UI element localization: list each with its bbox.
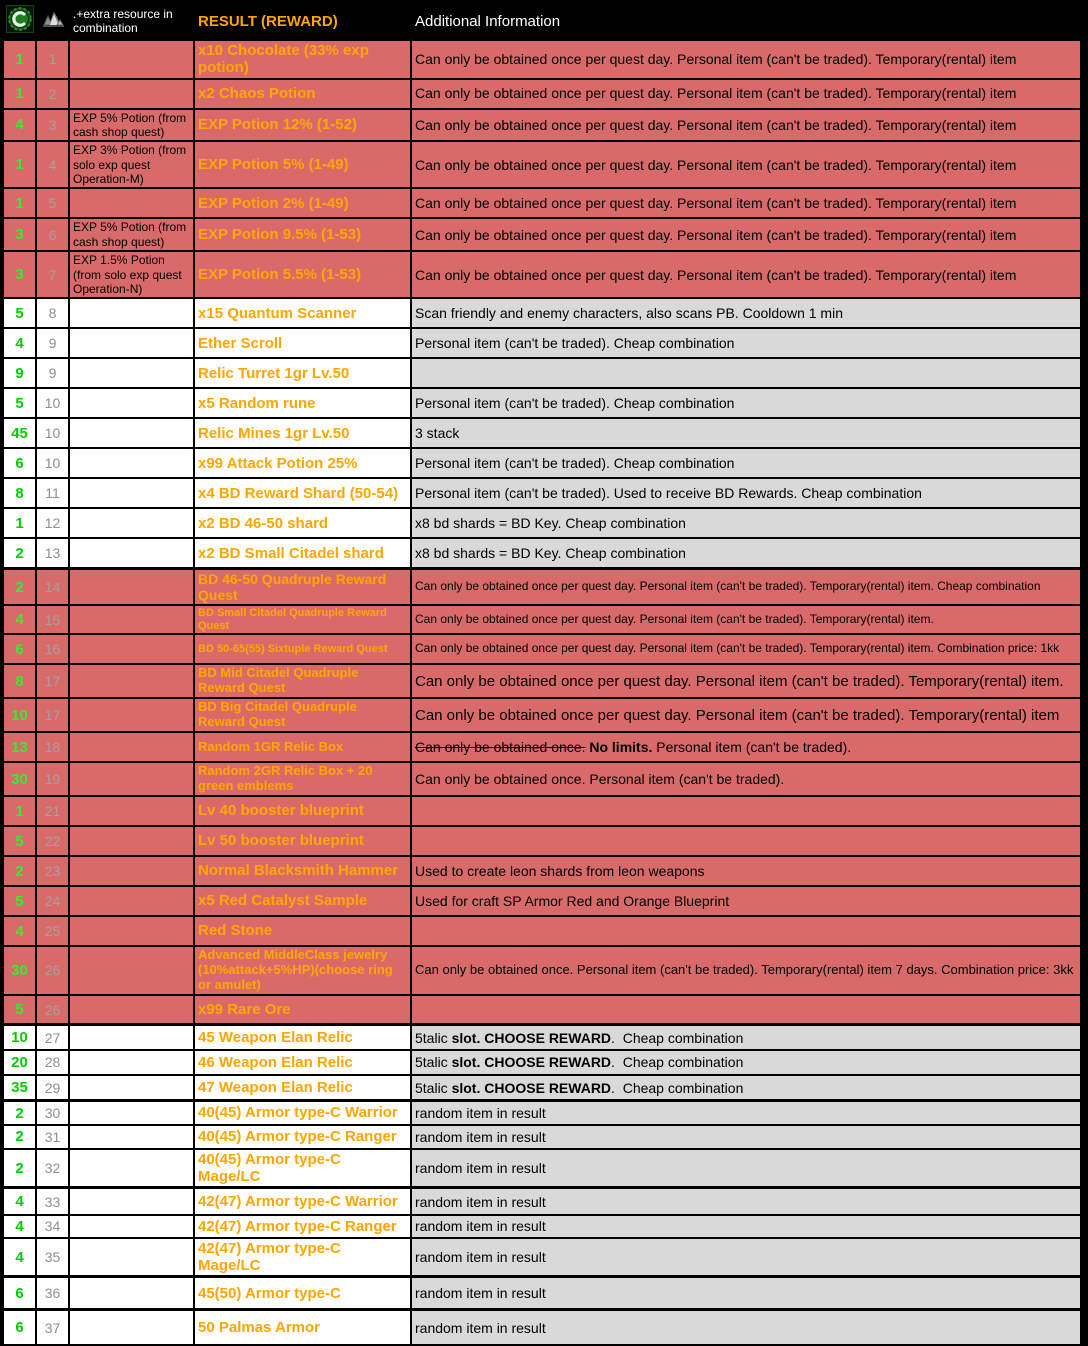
info-cell: Used for craft SP Armor Red and Orange Blueprint [411,886,1081,916]
table-row [3,251,1081,298]
extra-resource-cell [69,538,194,568]
result-header: RESULT (REWARD) [194,3,411,40]
index-cell: 36 [36,1277,69,1310]
table-row [3,796,1081,826]
table-row [3,388,1081,418]
extra-resource-cell [69,508,194,538]
extra-resource-cell [69,1149,194,1188]
count-cell: 1 [3,40,36,79]
table-row [3,634,1081,664]
table-row [3,1310,1081,1345]
table-row [3,1101,1081,1125]
count-cell: 5 [3,995,36,1025]
extra-resource-cell [69,478,194,508]
info-cell: Can only be obtained once per quest day. Personal item (can't be traded). Temporary(rental) item [411,109,1081,142]
result-cell: Lv 40 booster blueprint [194,796,411,826]
index-cell: 23 [36,856,69,886]
result-cell: x10 Chocolate (33% exp potion) [194,40,411,79]
table-row [3,1238,1081,1277]
index-cell: 33 [36,1188,69,1215]
info-cell: random item in result [411,1215,1081,1238]
count-cell: 13 [3,732,36,762]
index-cell: 14 [36,568,69,605]
count-cell: 2 [3,1125,36,1149]
info-cell: Can only be obtained once per quest day. Personal item (can't be traded). Temporary(rental) item. Combination price: 1kk [411,634,1081,664]
info-cell: Can only be obtained once. Personal item (can't be traded). [411,762,1081,796]
count-cell: 1 [3,188,36,218]
index-cell: 5 [36,188,69,218]
result-cell: Red Stone [194,916,411,946]
extra-resource-cell: EXP 1.5% Potion (from solo exp quest Operation-N) [69,251,194,298]
info-cell: Can only be obtained once per quest day. Personal item (can't be traded). Temporary(rental) item. [411,605,1081,634]
index-cell: 9 [36,328,69,358]
info-cell: Can only be obtained once per quest day. Personal item (can't be traded). Temporary(rental) item [411,218,1081,251]
table-row [3,1050,1081,1075]
result-cell: 40(45) Armor type-C Warrior [194,1101,411,1125]
combination-emblem-icon [3,3,36,40]
index-cell: 3 [36,109,69,142]
result-cell: x5 Random rune [194,388,411,418]
count-cell: 4 [3,1215,36,1238]
index-cell: 10 [36,448,69,478]
extra-resource-cell [69,1025,194,1050]
info-cell: random item in result [411,1125,1081,1149]
info-cell: Can only be obtained once per quest day. Personal item (can't be traded). Temporary(rental) item [411,251,1081,298]
count-cell: 4 [3,605,36,634]
extra-resource-cell [69,328,194,358]
result-cell: Relic Mines 1gr Lv.50 [194,418,411,448]
count-cell: 5 [3,388,36,418]
index-cell: 18 [36,732,69,762]
result-cell: EXP Potion 9.5% (1-53) [194,218,411,251]
index-cell: 34 [36,1215,69,1238]
info-cell: random item in result [411,1149,1081,1188]
info-cell: random item in result [411,1310,1081,1345]
extra-resource-cell [69,856,194,886]
count-cell: 30 [3,946,36,995]
index-cell: 35 [36,1238,69,1277]
extra-resource-cell [69,388,194,418]
extra-resource-cell [69,358,194,388]
info-cell: Can only be obtained once per quest day. Personal item (can't be traded). Temporary(rental) item [411,79,1081,109]
info-cell: Can only be obtained once per quest day. Personal item (can't be traded). Temporary(rental) item [411,40,1081,79]
count-cell: 4 [3,916,36,946]
result-cell: x99 Rare Ore [194,995,411,1025]
index-cell: 1 [36,40,69,79]
table-row [3,886,1081,916]
result-cell: Lv 50 booster blueprint [194,826,411,856]
table-row [3,946,1081,995]
table-row [3,1075,1081,1101]
count-cell: 1 [3,79,36,109]
count-cell: 1 [3,508,36,538]
result-cell: BD 46-50 Quadruple Reward Quest [194,568,411,605]
extra-resource-cell [69,664,194,698]
result-cell: BD Small Citadel Quadruple Reward Quest [194,605,411,634]
extra-resource-cell: EXP 3% Potion (from solo exp quest Operation-M) [69,141,194,188]
index-cell: 28 [36,1050,69,1075]
result-cell: 50 Palmas Armor [194,1310,411,1345]
extra-resource-cell [69,732,194,762]
table-row [3,605,1081,634]
table-row [3,418,1081,448]
index-cell: 19 [36,762,69,796]
count-cell: 4 [3,328,36,358]
table-row [3,762,1081,796]
index-cell: 30 [36,1101,69,1125]
count-cell: 5 [3,298,36,328]
index-cell: 11 [36,478,69,508]
index-cell: 17 [36,698,69,732]
result-cell: 42(47) Armor type-C Warrior [194,1188,411,1215]
info-cell: random item in result [411,1188,1081,1215]
result-cell: 45(50) Armor type-C [194,1277,411,1310]
extra-resource-cell [69,605,194,634]
count-cell: 3 [3,251,36,298]
count-cell: 6 [3,448,36,478]
extra-resource-cell: EXP 5% Potion (from cash shop quest) [69,109,194,142]
index-cell: 37 [36,1310,69,1345]
index-cell: 10 [36,388,69,418]
extra-resource-cell [69,762,194,796]
result-cell: 46 Weapon Elan Relic [194,1050,411,1075]
index-cell: 17 [36,664,69,698]
extra-resource-header: .+extra resource in combination [69,3,194,40]
extra-resource-cell [69,1215,194,1238]
count-cell: 9 [3,358,36,388]
table-row [3,698,1081,732]
extra-resource-cell [69,418,194,448]
result-cell: 42(47) Armor type-C Ranger [194,1215,411,1238]
count-cell: 10 [3,1025,36,1050]
result-cell: Normal Blacksmith Hammer [194,856,411,886]
extra-resource-cell [69,1238,194,1277]
count-cell: 35 [3,1075,36,1101]
info-cell [411,358,1081,388]
info-cell [411,796,1081,826]
index-cell: 32 [36,1149,69,1188]
count-cell: 6 [3,634,36,664]
table-row [3,508,1081,538]
extra-resource-cell [69,796,194,826]
extra-resource-cell [69,1101,194,1125]
count-cell: 8 [3,664,36,698]
index-cell: 29 [36,1075,69,1101]
info-cell: random item in result [411,1238,1081,1277]
extra-resource-cell [69,448,194,478]
index-cell: 8 [36,298,69,328]
result-cell: 40(45) Armor type-C Mage/LC [194,1149,411,1188]
info-cell: Can only be obtained once per quest day. Personal item (can't be traded). Temporary(rental) item [411,188,1081,218]
result-cell: Relic Turret 1gr Lv.50 [194,358,411,388]
count-cell: 5 [3,886,36,916]
additional-info-header: Additional Information [411,3,1081,40]
index-cell: 15 [36,605,69,634]
index-cell: 25 [36,916,69,946]
info-cell [411,916,1081,946]
index-cell: 10 [36,418,69,448]
table-row [3,1277,1081,1310]
info-cell: Personal item (can't be traded). Cheap combination [411,448,1081,478]
result-cell: x5 Red Catalyst Sample [194,886,411,916]
info-cell: Can only be obtained once per quest day. Personal item (can't be traded). Temporary(rental) item [411,698,1081,732]
table-row [3,1215,1081,1238]
count-cell: 10 [3,698,36,732]
result-cell: 40(45) Armor type-C Ranger [194,1125,411,1149]
table-row [3,916,1081,946]
table-row [3,40,1081,79]
result-cell: x15 Quantum Scanner [194,298,411,328]
result-cell: 42(47) Armor type-C Mage/LC [194,1238,411,1277]
resource-gem-icon [36,3,69,40]
count-cell: 1 [3,141,36,188]
table-row [3,1188,1081,1215]
info-cell: random item in result [411,1101,1081,1125]
table-row [3,732,1081,762]
count-cell: 2 [3,568,36,605]
info-cell: Can only be obtained once per quest day. Personal item (can't be traded). Temporary(rental) item. [411,664,1081,698]
index-cell: 2 [36,79,69,109]
count-cell: 2 [3,538,36,568]
extra-resource-cell [69,79,194,109]
table-row [3,538,1081,568]
index-cell: 12 [36,508,69,538]
index-cell: 6 [36,218,69,251]
info-cell: Personal item (can't be traded). Used to receive BD Rewards. Cheap combination [411,478,1081,508]
header-row [3,3,1081,40]
index-cell: 21 [36,796,69,826]
extra-resource-cell [69,1075,194,1101]
index-cell: 22 [36,826,69,856]
table-row [3,1149,1081,1188]
info-cell: 3 stack [411,418,1081,448]
extra-resource-cell [69,298,194,328]
extra-resource-cell [69,568,194,605]
table-row [3,995,1081,1025]
extra-resource-cell [69,634,194,664]
index-cell: 13 [36,538,69,568]
table-row [3,141,1081,188]
result-cell: 47 Weapon Elan Relic [194,1075,411,1101]
count-cell: 4 [3,1238,36,1277]
count-cell: 1 [3,796,36,826]
index-cell: 26 [36,995,69,1025]
index-cell: 4 [36,141,69,188]
table-row [3,826,1081,856]
info-cell: random item in result [411,1277,1081,1310]
index-cell: 24 [36,886,69,916]
info-cell: Scan friendly and enemy characters, also scans PB. Cooldown 1 min [411,298,1081,328]
extra-resource-cell [69,995,194,1025]
table-row [3,1125,1081,1149]
index-cell: 26 [36,946,69,995]
table-row [3,188,1081,218]
count-cell: 8 [3,478,36,508]
result-cell: x2 Chaos Potion [194,79,411,109]
result-cell: EXP Potion 5% (1-49) [194,141,411,188]
table-row [3,79,1081,109]
extra-resource-cell [69,40,194,79]
extra-resource-cell [69,1125,194,1149]
table-row [3,328,1081,358]
extra-resource-cell [69,1277,194,1310]
info-cell [411,826,1081,856]
result-cell: EXP Potion 5.5% (1-53) [194,251,411,298]
count-cell: 30 [3,762,36,796]
index-cell: 16 [36,634,69,664]
extra-resource-cell [69,916,194,946]
table-row [3,218,1081,251]
index-cell: 9 [36,358,69,388]
info-cell: 5talic slot. CHOOSE REWARD. Cheap combination [411,1050,1081,1075]
info-cell: Used to create leon shards from leon weapons [411,856,1081,886]
result-cell: Random 1GR Relic Box [194,732,411,762]
result-cell: x2 BD 46-50 shard [194,508,411,538]
table-row [3,478,1081,508]
result-cell: x2 BD Small Citadel shard [194,538,411,568]
info-cell: Personal item (can't be traded). Cheap combination [411,328,1081,358]
info-cell: Can only be obtained once per quest day. Personal item (can't be traded). Temporary(rental) item [411,141,1081,188]
table-row [3,448,1081,478]
info-cell: x8 bd shards = BD Key. Cheap combination [411,508,1081,538]
table-row [3,568,1081,605]
result-cell: Advanced MiddleClass jewelry (10%attack+5%HP)(choose ring or amulet) [194,946,411,995]
table-row [3,856,1081,886]
count-cell: 6 [3,1277,36,1310]
table-row [3,298,1081,328]
extra-resource-cell [69,698,194,732]
index-cell: 27 [36,1025,69,1050]
count-cell: 20 [3,1050,36,1075]
count-cell: 4 [3,109,36,142]
extra-resource-cell [69,886,194,916]
table-row [3,1025,1081,1050]
count-cell: 45 [3,418,36,448]
info-cell: Can only be obtained once per quest day. Personal item (can't be traded). Temporary(rental) item. Cheap combination [411,568,1081,605]
index-cell: 31 [36,1125,69,1149]
info-cell: Can only be obtained once. Personal item (can't be traded). Temporary(rental) item 7 days. Combination price: 3kk [411,946,1081,995]
result-cell: EXP Potion 12% (1-52) [194,109,411,142]
reward-table [2,2,1082,1346]
count-cell: 2 [3,1101,36,1125]
info-cell: Can only be obtained once. No limits. Personal item (can't be traded). [411,732,1081,762]
extra-resource-cell [69,946,194,995]
result-cell: x4 BD Reward Shard (50-54) [194,478,411,508]
info-cell: x8 bd shards = BD Key. Cheap combination [411,538,1081,568]
result-cell: Random 2GR Relic Box + 20 green emblems [194,762,411,796]
extra-resource-cell [69,1050,194,1075]
extra-resource-cell [69,188,194,218]
extra-resource-cell [69,1188,194,1215]
info-cell: 5talic slot. CHOOSE REWARD. Cheap combination [411,1075,1081,1101]
count-cell: 5 [3,826,36,856]
result-cell: BD Mid Citadel Quadruple Reward Quest [194,664,411,698]
count-cell: 3 [3,218,36,251]
result-cell: x99 Attack Potion 25% [194,448,411,478]
result-cell: 45 Weapon Elan Relic [194,1025,411,1050]
extra-resource-cell [69,1310,194,1345]
result-cell: BD Big Citadel Quadruple Reward Quest [194,698,411,732]
extra-resource-cell [69,826,194,856]
count-cell: 2 [3,1149,36,1188]
count-cell: 6 [3,1310,36,1345]
extra-resource-cell: EXP 5% Potion (from cash shop quest) [69,218,194,251]
count-cell: 4 [3,1188,36,1215]
reward-table-body [3,40,1081,1345]
result-cell: EXP Potion 2% (1-49) [194,188,411,218]
info-cell: Personal item (can't be traded). Cheap combination [411,388,1081,418]
result-cell: Ether Scroll [194,328,411,358]
count-cell: 2 [3,856,36,886]
result-cell: BD 50-65(55) Sixtuple Reward Quest [194,634,411,664]
table-row [3,358,1081,388]
index-cell: 7 [36,251,69,298]
info-cell [411,995,1081,1025]
info-cell: 5talic slot. CHOOSE REWARD. Cheap combination [411,1025,1081,1050]
table-row [3,109,1081,142]
table-row [3,664,1081,698]
